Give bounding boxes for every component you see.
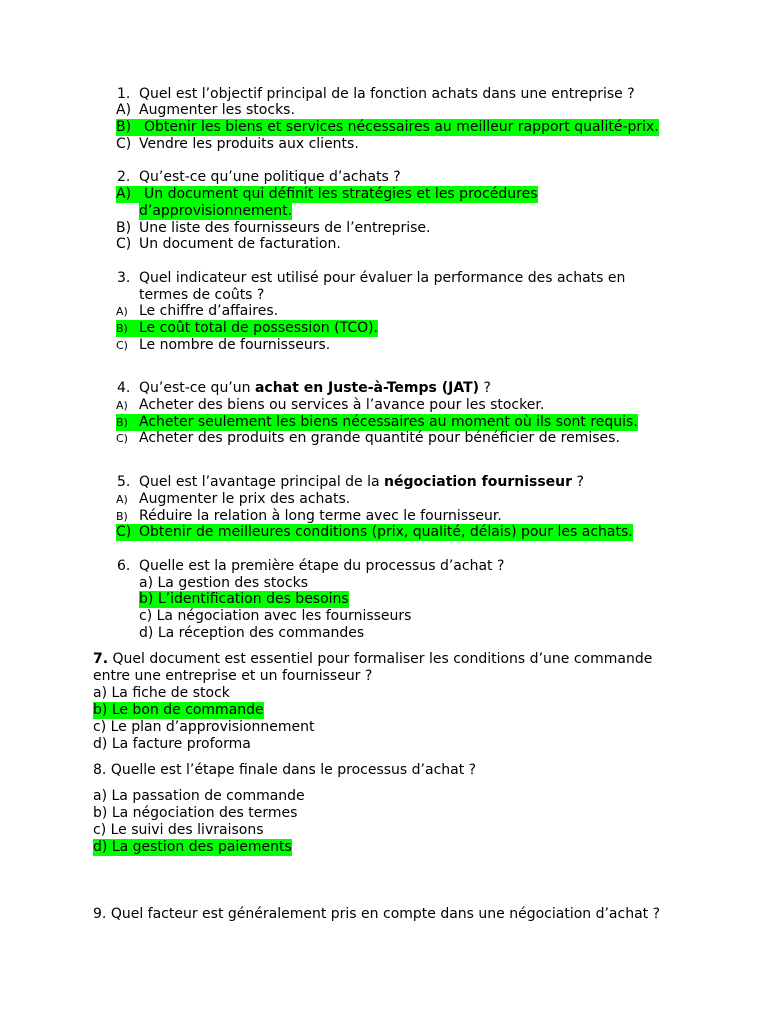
- question-6: [117, 558, 504, 575]
- option-text: Vendre les produits aux clients.: [139, 136, 359, 152]
- question-7-option-a: [93, 685, 230, 702]
- option-row: [93, 805, 297, 822]
- option-row: [139, 591, 349, 608]
- option-label: c): [93, 719, 107, 735]
- option-row: [139, 575, 308, 592]
- question-number: 7.: [93, 651, 109, 667]
- option-text: La négociation avec les fournisseurs: [156, 608, 412, 624]
- question-4-option-c: [116, 430, 620, 447]
- option-row: [116, 414, 638, 431]
- question-8-option-b: [93, 805, 297, 822]
- option-row: [93, 839, 292, 856]
- question-7: [93, 651, 652, 668]
- option-label: a): [93, 685, 108, 701]
- question-5-option-c: [116, 524, 633, 541]
- question-7-option-c: [93, 719, 315, 736]
- option-label: B): [116, 416, 128, 429]
- question-9: [93, 906, 660, 923]
- question-6-option-b: [139, 591, 349, 608]
- option-label: A): [116, 493, 128, 506]
- question-text: termes de coûts ?: [139, 287, 265, 303]
- option-label: A): [116, 305, 128, 318]
- option-row: [116, 430, 620, 447]
- option-row: [139, 203, 292, 220]
- question-text-bold: négociation fournisseur: [384, 474, 573, 490]
- option-text: La réception des commandes: [157, 625, 365, 641]
- option-label: C): [116, 136, 132, 152]
- question-4-option-a: [116, 397, 544, 414]
- question-number: 8.: [93, 762, 107, 778]
- option-label: C): [116, 524, 132, 540]
- question-text: Quelle est la première étape du processus d’achat ?: [139, 558, 505, 574]
- option-row: [139, 625, 364, 642]
- option-label: d): [93, 839, 108, 855]
- question-number: 3.: [117, 270, 131, 286]
- question-2-option-c: [116, 236, 341, 253]
- question-text: Quel facteur est généralement pris en compte dans une négociation d’achat ?: [110, 906, 661, 922]
- option-text: La facture proforma: [111, 736, 251, 752]
- question-6-option-d: [139, 625, 364, 642]
- option-text: Un document qui définit les stratégies et les procédures: [144, 186, 538, 202]
- question-6-option-a: [139, 575, 308, 592]
- option-label: d): [139, 625, 154, 641]
- option-label: c): [93, 822, 107, 838]
- option-text: L’identification des besoins: [157, 591, 349, 607]
- option-row: [116, 491, 350, 508]
- option-text: Acheter seulement les biens nécessaires au moment où ils sont requis.: [139, 414, 638, 430]
- question-3-option-a: [116, 303, 278, 320]
- option-label: B): [116, 220, 132, 236]
- option-row: [116, 508, 502, 525]
- option-label: a): [139, 575, 154, 591]
- option-row: [116, 320, 378, 337]
- question-text: Quel indicateur est utilisé pour évaluer la performance des achats en: [139, 270, 626, 286]
- option-row: [116, 186, 538, 203]
- option-row: [93, 788, 305, 805]
- option-row: [116, 220, 430, 237]
- question-6-option-c: [139, 608, 411, 625]
- option-text: Augmenter les stocks.: [139, 102, 295, 118]
- question-1: [117, 86, 635, 103]
- question-number: 5.: [117, 474, 131, 490]
- question-number: 6.: [117, 558, 131, 574]
- option-label: C): [116, 236, 132, 252]
- option-label: b): [139, 591, 154, 607]
- question-text: Quel est l’objectif principal de la fonction achats dans une entreprise ?: [139, 86, 635, 102]
- option-text: Le plan d’approvisionnement: [110, 719, 315, 735]
- question-5: [117, 474, 584, 491]
- question-2-option-a-continued: [139, 203, 292, 220]
- option-row: [93, 685, 230, 702]
- option-text: Un document de facturation.: [139, 236, 341, 252]
- question-text: Quel document est essentiel pour formaliser les conditions d’une commande: [112, 651, 653, 667]
- option-text: Réduire la relation à long terme avec le fournisseur.: [139, 508, 502, 524]
- option-text: Une liste des fournisseurs de l’entreprise.: [139, 220, 431, 236]
- question-1-option-a: [116, 102, 295, 119]
- question-text: Quel est l’avantage principal de la: [139, 474, 385, 490]
- option-label: B): [116, 322, 128, 335]
- option-row: [116, 102, 295, 119]
- option-row: [116, 337, 330, 354]
- option-text: Le chiffre d’affaires.: [139, 303, 279, 319]
- option-text: d’approvisionnement.: [139, 203, 293, 219]
- question-1-option-b: [116, 119, 659, 136]
- question-3: [117, 270, 625, 287]
- question-8-option-a: [93, 788, 305, 805]
- question-number: 2.: [117, 169, 131, 185]
- option-row: [139, 608, 411, 625]
- option-label: A): [116, 102, 132, 118]
- question-text: Quelle est l’étape finale dans le processus d’achat ?: [110, 762, 477, 778]
- option-label: b): [93, 702, 108, 718]
- question-text: ?: [572, 474, 584, 490]
- question-8: [93, 762, 476, 779]
- option-label: b): [93, 805, 108, 821]
- question-7-option-d: [93, 736, 251, 753]
- option-label: C): [116, 339, 128, 352]
- option-row: [116, 119, 659, 136]
- question-number: 9.: [93, 906, 107, 922]
- option-text: Acheter des produits en grande quantité pour bénéficier de remises.: [139, 430, 620, 446]
- question-text: ?: [479, 380, 491, 396]
- question-4: [117, 380, 491, 397]
- question-text: Qu’est-ce qu’un: [139, 380, 255, 396]
- option-label: d): [93, 736, 108, 752]
- option-text: Obtenir de meilleures conditions (prix, qualité, délais) pour les achats.: [139, 524, 633, 540]
- option-text: Le nombre de fournisseurs.: [139, 337, 331, 353]
- question-8-option-c: [93, 822, 263, 839]
- question-8-option-d: [93, 839, 292, 856]
- option-row: [116, 524, 633, 541]
- option-text: La gestion des paiements: [111, 839, 292, 855]
- option-row: [93, 822, 263, 839]
- option-row: [93, 736, 251, 753]
- question-3-continued: [139, 287, 264, 304]
- option-text: La passation de commande: [111, 788, 305, 804]
- option-row: [93, 719, 315, 736]
- option-label: C): [116, 432, 128, 445]
- question-1-option-c: [116, 136, 359, 153]
- option-text: Acheter des biens ou services à l’avance pour les stocker.: [139, 397, 545, 413]
- option-text: La gestion des stocks: [157, 575, 309, 591]
- question-5-option-a: [116, 491, 350, 508]
- option-row: [116, 397, 544, 414]
- option-label: A): [116, 399, 128, 412]
- option-label: c): [139, 608, 153, 624]
- option-row: [116, 136, 359, 153]
- question-7-continued: [93, 668, 372, 685]
- question-7-option-b: [93, 702, 264, 719]
- question-5-option-b: [116, 508, 502, 525]
- option-text: Le bon de commande: [111, 702, 264, 718]
- question-text-bold: achat en Juste-à-Temps (JAT): [254, 380, 480, 396]
- option-text: Augmenter le prix des achats.: [139, 491, 351, 507]
- option-row: [93, 702, 264, 719]
- option-text: La négociation des termes: [111, 805, 298, 821]
- question-4-option-b: [116, 414, 638, 431]
- question-2-option-a: [116, 186, 538, 203]
- option-row: [116, 236, 341, 253]
- option-label: B): [116, 119, 132, 135]
- option-row: [116, 303, 278, 320]
- question-3-option-b: [116, 320, 378, 337]
- question-text: entre une entreprise et un fournisseur ?: [93, 668, 373, 684]
- option-label: B): [116, 510, 128, 523]
- option-label: A): [116, 186, 132, 202]
- option-text: La fiche de stock: [111, 685, 230, 701]
- option-text: Le coût total de possession (TCO).: [139, 320, 379, 336]
- question-number: 4.: [117, 380, 131, 396]
- option-label: a): [93, 788, 108, 804]
- question-text: Qu’est-ce qu’une politique d’achats ?: [139, 169, 401, 185]
- question-number: 1.: [117, 86, 131, 102]
- question-3-option-c: [116, 337, 330, 354]
- option-text: Le suivi des livraisons: [110, 822, 264, 838]
- option-text: Obtenir les biens et services nécessaires au meilleur rapport qualité-prix.: [144, 119, 659, 135]
- question-2: [117, 169, 401, 186]
- question-2-option-b: [116, 220, 430, 237]
